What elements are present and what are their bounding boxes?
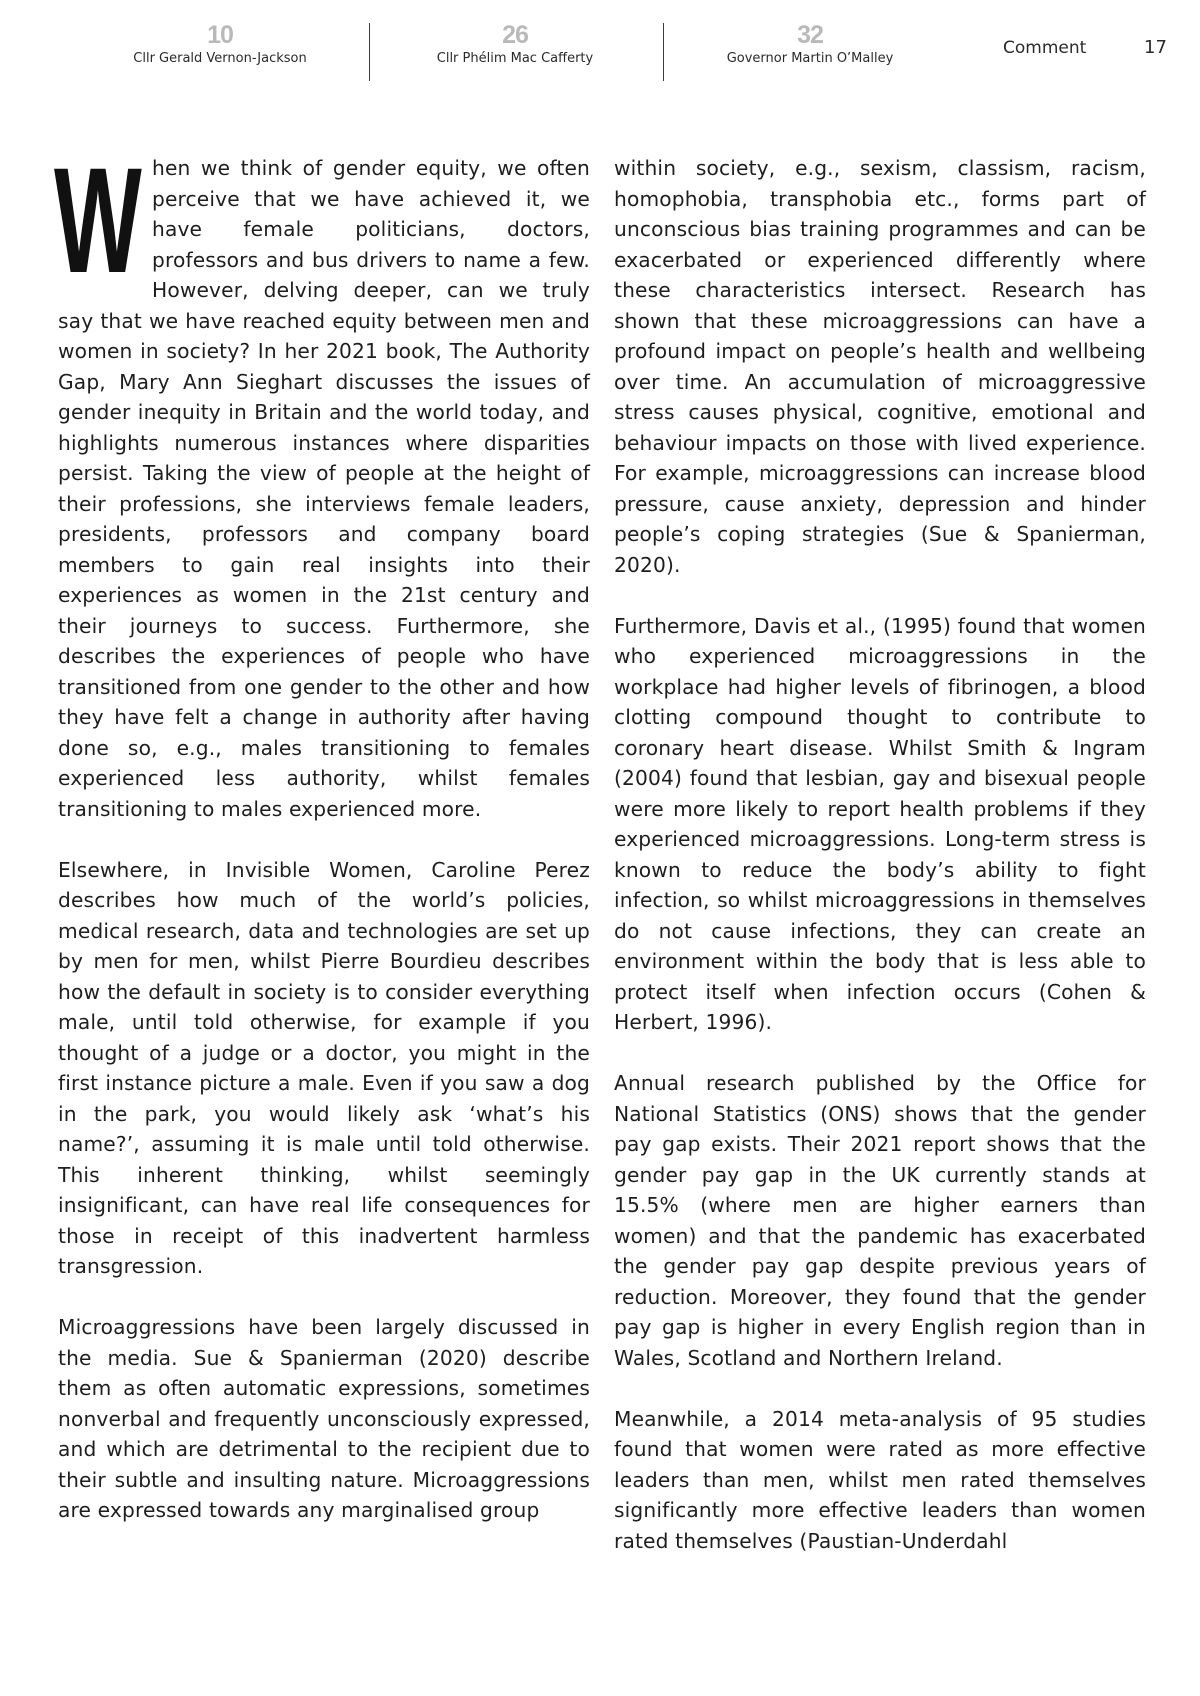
article-paragraph: within society, e.g., sexism, classism, racism, homophobia, transphobia etc., forms part of unconscious bias training programmes and can be exacerbated or experienced differently where these characteristics intersect. Research has shown that these microaggressions can have a profound impact on people’s health and wellbeing over time. An accumulation of microaggressive stress causes physical, cognitive, emotional and behaviour impacts on those with lived experience. For example, microaggressions can increase blood pressure, cause anxiety, depression and hinder people’s coping strategies (Sue & Spanierman, 2020). — [614, 156, 1146, 577]
header-page-number: 10 — [207, 21, 233, 49]
header-link-mac-cafferty[interactable] — [365, 22, 665, 67]
article-paragraph: Microaggressions have been largely discussed in the media. Sue & Spanierman (2020) describe them as often automatic expressions, sometimes nonverbal and frequently unconsciously expressed, and which are detrimental to the recipient due to their subtle and insulting nature. Microaggressions are expressed towards any marginalised group — [58, 1315, 590, 1522]
header-author-name: Cllr Gerald Vernon-Jackson — [133, 51, 307, 66]
header-link-vernon-jackson[interactable] — [70, 22, 370, 67]
header-author-name: Cllr Phélim Mac Cafferty — [436, 51, 594, 66]
header-page-number: 26 — [502, 21, 528, 49]
paragraph-text: hen we think of gender equity, we often perceive that we have achieved it, we have female politicians, doctors, professors and bus drivers to name a few. However, delving deeper, can we truly say that we have reached equity between men and women in society? In her 2021 book, The Authority Gap, Mary Ann Sieghart discusses the issues of gender inequity in Britain and the world today, and highlights numerous instances where disparities persist. Taking the view of people at the height of their professions, she interviews female leaders, presidents, professors and company board members to gain real insights into their experiences as women in the 21st century and their journeys to success. Furthermore, she describes the experiences of people who have transitioned from one gender to the other and how they have felt a change in authority after having done so, e.g., males transitioning to females experienced less authority, whilst females transitioning to males experienced more. — [58, 156, 590, 821]
article-paragraph: Meanwhile, a 2014 meta-analysis of 95 studies found that women were rated as more effective leaders than men, whilst men rated themselves significantly more effective leaders than women rated themselves (Paustian-Underdahl — [614, 1406, 1146, 1553]
article-column-right — [614, 153, 1146, 1587]
running-header — [0, 0, 1200, 100]
article-paragraph: Elsewhere, in Invisible Women, Caroline Perez describes how much of the world’s policies, medical research, data and technologies are set up by men for men, whilst Pierre Bourdieu describes how the default in society is to consider everything male, until told otherwise, for example if you thought of a judge or a doctor, you might in the first instance picture a male. Even if you saw a dog in the park, you would likely ask ‘what’s his name?’, assuming it is male until told otherwise. This inherent thinking, whilst seemingly insignificant, can have real life consequences for those in receipt of this inadvertent harmless transgression. — [58, 857, 590, 1278]
drop-cap: W — [54, 136, 142, 304]
page-number: 17 — [1144, 37, 1167, 58]
article-paragraph: Furthermore, Davis et al., (1995) found that women who experienced microaggressions in the workplace had higher levels of fibrinogen, a blood clotting compound thought to contribute to coronary heart disease. Whilst Smith & Ingram (2004) found that lesbian, gay and bisexual people were more likely to report health problems if they experienced microaggressions. Long-term stress is known to reduce the body’s ability to fight infection, so whilst microaggressions in themselves do not cause infections, they can create an environment within the body that is less able to protect itself when infection occurs (Cohen & Herbert, 1996). — [614, 613, 1146, 1034]
header-author-name: Governor Martin O’Malley — [726, 51, 894, 66]
article-column-left — [54, 136, 590, 1556]
header-page-number: 32 — [797, 21, 823, 49]
article-paragraph: Annual research published by the Office for National Statistics (ONS) shows that the gender pay gap exists. Their 2021 report shows that the gender pay gap in the UK currently stands at 15.5% (where men are higher earners than women) and that the pandemic has exacerbated the gender pay gap despite previous years of reduction. Moreover, they found that the gender pay gap is higher in every English region than in Wales, Scotland and Northern Ireland. — [614, 1071, 1146, 1370]
article-paragraph — [54, 136, 590, 824]
section-title: Comment — [1003, 38, 1087, 58]
header-link-omalley[interactable] — [660, 22, 960, 67]
